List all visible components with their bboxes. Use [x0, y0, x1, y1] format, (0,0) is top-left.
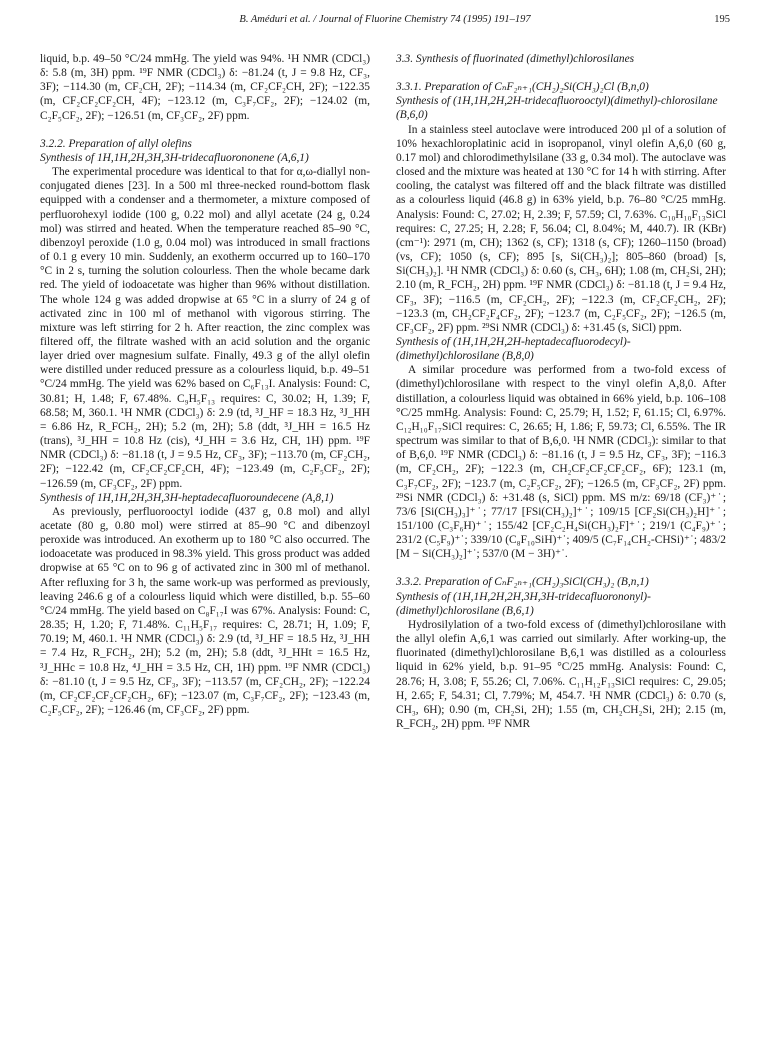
- section-heading: 3.3. Synthesis of fluorinated (dimethyl)chlorosilanes: [396, 53, 635, 65]
- left-column: [40, 52, 370, 717]
- paragraph: liquid, b.p. 49–50 °C/24 mmHg. The yield was 94%. ¹H NMR (CDCl₃) δ: 5.8 (m, 3H) ppm. ¹⁹F NMR (CDCl₃) δ: −81.24 (t, J = 9.8 Hz, CF₃, 3F); −114.30 (m, CF₂CH, 2F); −114.34 (m, CF₂CF₂CH, 2F); −122.35 (m, CF₂CF₂CF₂CH, 4F); −123.12 (m, C₃F₇CF₂, 2F); −124.02 (m, C₂F₅CF₂, 2F); −126.51 (m, CF₃CF₂, 2F) ppm.: [40, 53, 370, 122]
- paragraph: As previously, perfluorooctyl iodide (437 g, 0.8 mol) and allyl acetate (80 g, 0.80 mol) were stirred at 85–90 °C and dibenzoyl peroxide was introduced. An exotherm up to 180 °C also occurred. The iodoacetate was produced in 98.3% yield. This gross product was added dropwise at 65 °C on to 96 g of activated zinc in 300 ml of methanol. After refluxing for 3 h, the same work-up was performed as previously, leaving 246.6 g of a colourless liquid which were distilled, b.p. 55–60 °C/24 mmHg. The yield based on C₈F₁₇I was 67%. Analysis: Found: C, 28.35; H, 1.20; F, 71.48%. C₁₁H₅F₁₇ requires: C, 28.71; H, 1.09; F, 70.19; M, 460.1. ¹H NMR (CDCl₃) δ: 2.9 (td, ³J_HF = 18.5 Hz, ³J_HH = 7.4 Hz, R_FCH₂, 2H); 5.2 (m, 2H); 5.8 (ddt, ³J_HHt = 16.5 Hz, ³J_HHc = 10.8 Hz, ⁴J_HH = 3.5 Hz, CH, 1H) ppm. ¹⁹F NMR (CDCl₃) δ: −81.10 (t, J = 9.5 Hz, CF₃, 3F); −113.57 (m, CF₂CH₂, 2F); −122.24 (m, CF₂CF₂CF₂CF₂CH₂, 6F); −123.07 (m, C₃F₇CF₂, 2F); −123.43 (m, C₂F₅CF₂, 2F); −126.46 (m, CF₃CF₂, 2F) ppm.: [40, 505, 370, 717]
- subsection-heading: Synthesis of (1H,1H,2H,2H-heptadecafluorodecyl)-(dimethyl)chlorosilane (B,8,0): [396, 335, 631, 363]
- subsection-heading: Synthesis of (1H,1H,2H,2H,3H,3H-tridecafluorononyl)-(dimethyl)chlorosilane (B,6,1): [396, 590, 651, 617]
- section-heading: 3.2.2. Preparation of allyl olefins: [40, 137, 192, 150]
- subsection-heading: Synthesis of 1H,1H,2H,3H,3H-tridecafluorononene (A,6,1): [40, 151, 309, 164]
- paragraph: A similar procedure was performed from a two-fold excess of (dimethyl)chlorosilane with respect to the vinyl olefin A,8,0. After distillation, a colourless liquid was obtained in 66% yield, b.p. 106–108 °C/25 mmHg. Analysis: Found: C, 25.79; H, 1.52; F, 61.15; Cl, 6.97%. C₁₂H₁₀F₁₇SiCl requires: C, 26.65; H, 1.86; F, 59.73; Cl, 6.55%. The IR spectrum was similar to that of B,6,0. ¹H NMR (CDCl₃): similar to that of B,6,0. ¹⁹F NMR (CDCl₃) δ: −81.16 (t, J = 9.5 Hz, CF₃, 3F); −116.3 (m, CF₂CH₂, 2F); −122.3 (m, CH₂CF₂CF₂CF₂CF₂, 6F); 123.1 (m, C₃F₇CF₂, 2F); −123.7 (m, C₂F₅CF₂, 2F); −126.5 (m, CF₃CF₂, 2F) ppm. ²⁹Si NMR (CDCl₃) δ: +31.48 (s, SiCl) ppm. MS m/z: 69/18 (CF₃)⁺˙; 73/6 [Si(CH₃)₃]⁺˙; 77/17 [FSi(CH₃)₂]⁺˙; 109/15 [CF₂Si(CH₃)₂H]⁺˙; 151/100 (C₃F₆H)⁺˙; 155/42 [CF₂C₂H₄Si(CH₃)₂F]⁺˙; 219/1 (C₄F₉)⁺˙; 231/2 (C₅F₉)⁺˙; 339/10 (C₈F₁₀SiH)⁺˙; 409/5 (C₇F₁₄CH₂-CHSi)⁺˙; 483/2 [M − Si(CH₃)₂]⁺˙; 537/0 (M − 3H)⁺˙.: [396, 364, 726, 561]
- subsection-heading: Synthesis of 1H,1H,2H,3H,3H-heptadecafluoroundecene (A,8,1): [40, 491, 334, 504]
- page-number: 195: [714, 14, 730, 25]
- paragraph: Hydrosilylation of a two-fold excess of (dimethyl)chlorosilane with the allyl olefin A,6,1 was carried out similarly. After working-up, the fluorinated (dimethyl)chlorosilane B,6,1 was distilled as a colourless liquid in 62% yield, b.p. 91–95 °C/25 mmHg. Analysis: Found: C, 28.76; H, 3.08; F, 55.26; Cl, 7.06%. C₁₁H₁₂F₁₃SiCl requires: C, 29.05; H, 2.65; F, 54.31; Cl, 7.79%; M, 454.7. ¹H NMR (CDCl₃) δ: 0.70 (s, CH₃, 6H); 0.90 (m, CH₂Si, 2H); 1.55 (m, CH₂CH₂Si, 2H); 2.15 (m, R_FCH₂, 2H) ppm. ¹⁹F NMR: [396, 618, 726, 731]
- section-heading: 3.3.1. Preparation of CₙF₂ₙ₊₁(CH₂)₂Si(CH₃)₂Cl (B,n,0): [396, 81, 649, 94]
- running-title: B. Améduri et al. / Journal of Fluorine Chemistry 74 (1995) 191–197: [239, 14, 531, 25]
- section-heading: 3.3.2. Preparation of CₙF₂ₙ₊₁(CH₂)₃SiCl(CH₃)₂ (B,n,1): [396, 576, 649, 589]
- right-column: [396, 52, 726, 731]
- paragraph: The experimental procedure was identical to that for α,ω-diallyl non-conjugated dienes [23]. In a 500 ml three-necked round-bottom flask equipped with a condenser and a thermometer, a mixture composed of perfluorohexyl iodide (100 g, 0.22 mol) and allyl acetate (24 g, 0.24 mol) was stirred and heated. When the temperature reached 85–90 °C, dibenzoyl peroxide (1.0 g, 0.04 mol) was introduced in small fractions of 0.1 g every 10 min. Suddenly, an exotherm occurred up to 160–170 °C in 2 s, turning the solution colourless. Then the whole became dark red. The yield of iodoacetate was higher than 96% without distillation. The whole 124 g was added dropwise at 65 °C in a slurry of 24 g of activated zinc in 100 ml of methanol with vigorous stirring. The mixture was left stirring for 2 h. After reaction, the zinc complex was filtered off, the filtrate washed with an acid solution and the organic layer dried over magnesium sulfate. Finally, 49.3 g of the allyl olefin were distilled under reduced pressure as a colourless liquid, b.p. 49–51 °C/24 mmHg. The yield was 62% based on C₆F₁₃I. Analysis: Found: C, 30.81; H, 1.48; F, 67.48%. C₉H₅F₁₃ requires: C, 30.02; H, 1.39; F, 68.58; M, 360.1. ¹H NMR (CDCl₃) δ: 2.9 (td, ³J_HF = 18.3 Hz, ³J_HH = 6.86 Hz, R_FCH₂, 2H); 5.2 (m, 2H); 5.8 (ddt, ³J_HH = 16.5 Hz (trans), ³J_HH = 10.8 Hz (cis), ⁴J_HH = 3.6 Hz, CH, 1H) ppm. ¹⁹F NMR (CDCl₃) δ: −81.18 (t, J = 9.5 Hz, CF₃, 3F); −113.70 (m, CF₂CH₂, 2F); −122.42 (m, CF₂CF₂CF₂CH, 4F); −123.49 (m, C₂F₅CF₂, 2F); −126.59 (m, CF₃CF₂, 2F) ppm.: [40, 166, 370, 490]
- page-header: [40, 14, 730, 30]
- paragraph: In a stainless steel autoclave were introduced 200 µl of a solution of 10% hexachloroplatinic acid in isopropanol, vinyl olefin A,6,0 (60 g, 0.17 mol) and chlorodimethylsilane (33 g, 0.34 mol). The autoclave was closed and the mixture was heated at 130 °C for 14 h with stirring. After cooling, the catalyst was filtered off and the black filtrate was distilled as a colourless liquid (46.8 g) in 63% yield, b.p. 76–80 °C/25 mmHg. Analysis: Found: C, 27.02; H, 2.39; F, 57.59; Cl, 7.63%. C₁₀H₁₀F₁₃SiCl requires: C, 27.25; H, 2.28; F, 56.04; Cl, 8.04%; M, 440.7). IR (KBr) (cm⁻¹): 2971 (m, CH); 1362 (s, CF); 1318 (s, CF); 1260–1150 (broad) (vs, CF); 1050 (s, CF); 895 [s, Si(CH₃)₂]; 805–860 (broad) [s, Si(CH₃)₂]. ¹H NMR (CDCl₃) δ: 0.60 (s, CH₃, 6H); 1.08 (m, CH₂Si, 2H); 2.10 (m, R_FCH₂, 2H) ppm. ¹⁹F NMR (CDCl₃) δ: −81.18 (t, J = 9.4 Hz, CF₃, 3F); −116.5 (m, CF₂CH₂, 2F); −122.3 (m, CF₂CF₂CH₂, 2F); −123.3 (m, CH₂CF₂F₄CF₂, 2F); −123.7 (m, C₂F₅CF₂, 2F); −126.5 (m, CF₃CF₂, 2F) ppm. ²⁹Si NMR (CDCl₃) δ: +31.45 (s, SiCl) ppm.: [396, 123, 726, 334]
- subsection-heading: Synthesis of (1H,1H,2H,2H-tridecafluorooctyl)(dimethyl)-chlorosilane (B,6,0): [396, 95, 718, 122]
